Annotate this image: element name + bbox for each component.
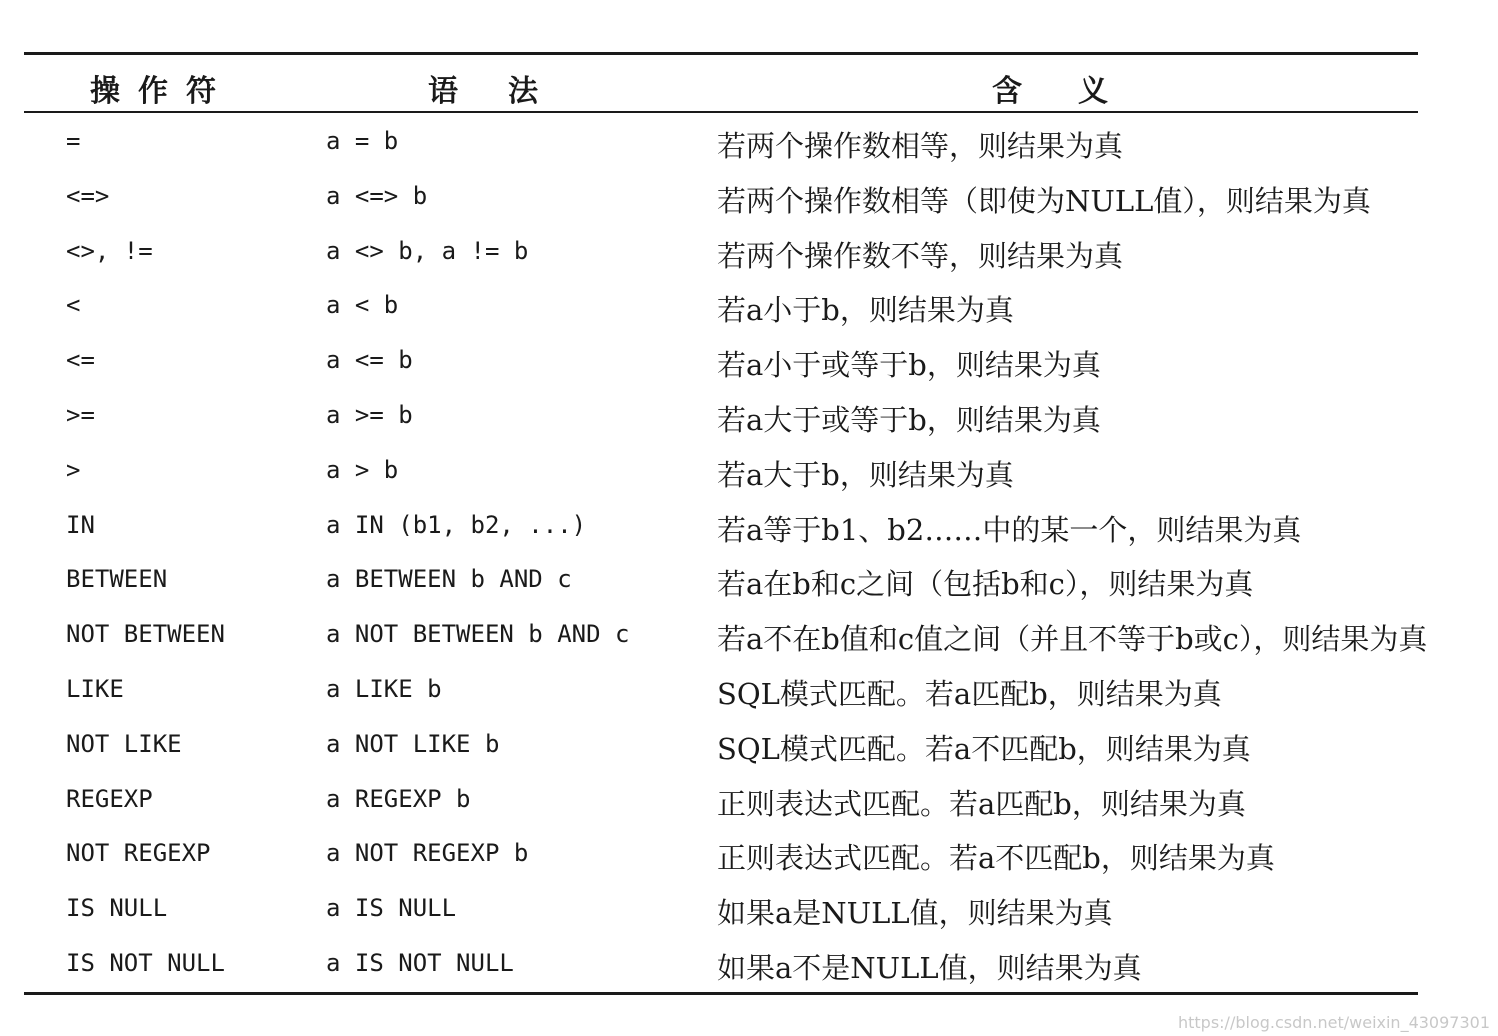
operator-cell: REGEXP <box>66 784 153 813</box>
table-body <box>24 113 1428 992</box>
table-row <box>24 334 1418 389</box>
table-bottom-rule <box>24 992 1418 995</box>
operator-cell: NOT BETWEEN <box>66 620 225 649</box>
table-row <box>24 827 1418 882</box>
operator-cell: < <box>66 291 81 320</box>
syntax-cell: a >= b <box>326 400 413 429</box>
table-row <box>24 882 1418 937</box>
syntax-cell: a NOT REGEXP b <box>326 839 529 868</box>
table-row <box>24 608 1428 663</box>
table-header-row <box>24 55 1418 111</box>
meaning-cell: 正则表达式匹配。若a不匹配b，则结果为真 <box>717 841 1275 876</box>
table-row <box>24 937 1418 992</box>
syntax-cell: a IS NOT NULL <box>326 948 514 977</box>
table-row <box>24 279 1418 334</box>
meaning-cell: 若a在b和c之间（包括b和c），则结果为真 <box>717 567 1254 602</box>
meaning-cell: 若a小于或等于b，则结果为真 <box>717 348 1101 383</box>
table-row <box>24 444 1418 499</box>
table-row <box>24 773 1418 828</box>
operator-table <box>24 52 1428 995</box>
syntax-cell: a REGEXP b <box>326 784 471 813</box>
meaning-cell: 若a大于或等于b，则结果为真 <box>717 402 1101 437</box>
operator-cell: >= <box>66 400 95 429</box>
operator-cell: > <box>66 455 81 484</box>
syntax-cell: a IS NULL <box>326 894 457 923</box>
table-row <box>24 553 1418 608</box>
meaning-cell: 若两个操作数相等，则结果为真 <box>717 129 1124 163</box>
table-row <box>24 499 1418 554</box>
header-meaning: 含义 <box>992 74 1164 109</box>
meaning-cell: 若a小于b，则结果为真 <box>717 293 1014 328</box>
table-row <box>24 115 1418 170</box>
syntax-cell: a <=> b <box>326 181 428 210</box>
meaning-cell: 若a大于b，则结果为真 <box>717 457 1014 492</box>
meaning-cell: 若a不在b值和c值之间（并且不等于b或c），则结果为真 <box>717 622 1428 657</box>
table-row <box>24 663 1418 718</box>
operator-cell: <=> <box>66 181 110 210</box>
meaning-cell: 若两个操作数不等，则结果为真 <box>717 238 1124 273</box>
syntax-cell: a < b <box>326 291 399 320</box>
operator-cell: LIKE <box>66 674 124 703</box>
table-row <box>24 170 1418 225</box>
table-row <box>24 718 1418 773</box>
syntax-cell: a IN (b1, b2, ...) <box>326 510 587 539</box>
meaning-cell: SQL模式匹配。若a不匹配b，则结果为真 <box>717 731 1251 766</box>
meaning-cell: SQL模式匹配。若a匹配b，则结果为真 <box>717 676 1222 711</box>
meaning-cell: 如果a不是NULL值，则结果为真 <box>717 950 1142 985</box>
watermark: https://blog.csdn.net/weixin_43097301 <box>1177 1013 1490 1032</box>
syntax-cell: a BETWEEN b AND c <box>326 565 572 594</box>
operator-cell: <>, != <box>66 236 153 265</box>
syntax-cell: a > b <box>326 455 399 484</box>
syntax-cell: a = b <box>326 127 399 155</box>
operator-cell: = <box>66 127 81 155</box>
operator-cell: NOT LIKE <box>66 729 182 758</box>
meaning-cell: 若两个操作数相等（即使为NULL值），则结果为真 <box>717 183 1371 218</box>
syntax-cell: a NOT LIKE b <box>326 729 500 758</box>
syntax-cell: a NOT BETWEEN b AND c <box>326 620 630 649</box>
operator-cell: IS NOT NULL <box>66 948 225 977</box>
operator-cell: <= <box>66 346 95 375</box>
operator-cell: IN <box>66 510 95 539</box>
syntax-cell: a <= b <box>326 346 413 375</box>
meaning-cell: 如果a是NULL值，则结果为真 <box>717 896 1113 931</box>
operator-cell: BETWEEN <box>66 565 168 594</box>
meaning-cell: 正则表达式匹配。若a匹配b，则结果为真 <box>717 786 1246 821</box>
operator-cell: IS NULL <box>66 894 168 923</box>
syntax-cell: a LIKE b <box>326 674 442 703</box>
operator-cell: NOT REGEXP <box>66 839 211 868</box>
syntax-cell: a <> b, a != b <box>326 236 529 265</box>
header-syntax: 语法 <box>428 74 588 109</box>
meaning-cell: 若a等于b1、b2……中的某一个，则结果为真 <box>717 512 1302 547</box>
table-row <box>24 225 1418 280</box>
header-operator: 操作符 <box>90 74 234 109</box>
table-row <box>24 389 1418 444</box>
